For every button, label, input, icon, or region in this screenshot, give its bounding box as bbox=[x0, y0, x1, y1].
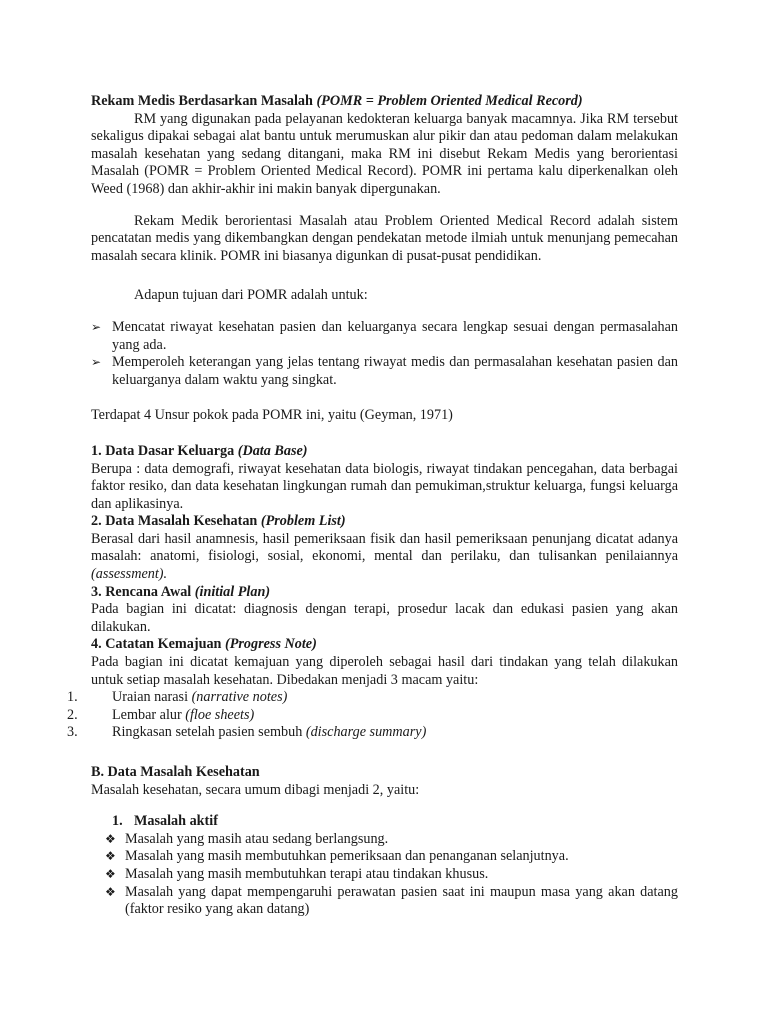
list-item: 1. Uraian narasi (narrative notes) bbox=[67, 689, 288, 706]
element-heading-initial-plan: 3. Rencana Awal (initial Plan) bbox=[91, 583, 271, 600]
document-title: Rekam Medis Berdasarkan Masalah (POMR = Problem Oriented Medical Record) bbox=[91, 93, 583, 109]
section-b bbox=[91, 764, 678, 919]
list-item: ❖ Masalah yang masih membutuhkan terapi atau tindakan khusus. bbox=[105, 865, 489, 882]
paragraph-goals-intro: Adapun tujuan dari POMR adalah untuk: bbox=[134, 287, 368, 304]
list-item: ❖ Masalah yang masih membutuhkan pemeriksaan dan penanganan selanjutnya. bbox=[105, 848, 569, 865]
element-heading-data-base: 1. Data Dasar Keluarga (Data Base) bbox=[91, 442, 308, 459]
list-item: ❖ Masalah yang dapat mempengaruhi perawatan pasien saat ini maupun masa yang akan datang (faktor resiko yang akan datang) bbox=[105, 883, 678, 918]
section-b-heading: B. Data Masalah Kesehatan bbox=[91, 764, 260, 780]
list-item: 2. Lembar alur (floe sheets) bbox=[67, 706, 255, 723]
diamond-bullet-icon: ❖ bbox=[105, 866, 116, 881]
element-text-problem-list: Berasal dari hasil anamnesis, hasil pemeriksaan fisik dan hasil pemeriksaan penunjang dicatat adanya masalah: anatomi, fisiologi, sosial, ekonomi, mental dan perilaku, dan tulisankan penilaiannya (assessment). bbox=[91, 530, 678, 583]
diamond-bullet-icon: ❖ bbox=[105, 831, 116, 846]
elements-intro: Terdapat 4 Unsur pokok pada POMR ini, yaitu (Geyman, 1971) bbox=[91, 407, 453, 424]
active-problems-list bbox=[91, 831, 678, 919]
section-b-intro: Masalah kesehatan, secara umum dibagi menjadi 2, yaitu: bbox=[91, 781, 420, 798]
element-text-initial-plan: Pada bagian ini dicatat: diagnosis dengan terapi, prosedur lacak dan edukasi pasien yang akan dilakukan. bbox=[91, 601, 678, 635]
list-item: ➢ Memperoleh keterangan yang jelas tentang riwayat medis dan permasalahan kesehatan pasien dan keluarganya dalam waktu yang singkat. bbox=[91, 354, 678, 388]
diamond-bullet-icon: ❖ bbox=[105, 884, 116, 899]
elements-section bbox=[67, 442, 678, 742]
diamond-bullet-icon: ❖ bbox=[105, 849, 116, 864]
element-heading-progress-note: 4. Catatan Kemajuan (Progress Note) bbox=[91, 636, 317, 653]
document-body bbox=[67, 93, 678, 919]
progress-types-list bbox=[67, 689, 678, 742]
list-item: ➢ Mencatat riwayat kesehatan pasien dan keluarganya secara lengkap sesuai dengan permasalahan yang ada. bbox=[91, 318, 678, 353]
paragraph-intro: RM yang digunakan pada pelayanan kedokteran keluarga banyak macamnya. Jika RM tersebut sekaligus dipakai sebagai alat bantu untuk merumuskan alur pikir dan atau pedoman dalam melakukan masalah kesehatan yang sedang ditangani, maka RM ini disebut Rekam Medis yang berorientasi Masalah (POMR = Problem Oriented Medical Record). POMR ini pertama kalu diperkenalkan oleh Weed (1968) dan akhir-akhir ini makin banyak dipergunakan. bbox=[91, 110, 678, 197]
list-item: 3. Ringkasan setelah pasien sembuh (discharge summary) bbox=[67, 724, 427, 741]
paragraph-definition: Rekam Medik berorientasi Masalah atau Problem Oriented Medical Record adalah sistem pencatatan medis yang dikembangkan dengan pendekatan metode ilmiah untuk menunjang pemecahan masalah secara klinik. POMR ini biasanya digunkan di pusat-pusat pendidikan. bbox=[91, 212, 678, 264]
element-text-progress-note: Pada bagian ini dicatat kemajuan yang diperoleh sebagai hasil dari tindakan yang telah dilakukan untuk setiap masalah kesehatan. Dibedakan menjadi 3 macam yaitu: bbox=[91, 654, 678, 688]
element-text-data-base: Berupa : data demografi, riwayat kesehatan data biologis, riwayat tindakan pencegahan, data berbagai faktor resiko, dan data kesehatan lingkungan rumah dan pemukiman,struktur keluarga, fungsi keluarga dan aplikasinya. bbox=[91, 460, 678, 512]
title-italic: (POMR = Problem Oriented Medical Record) bbox=[316, 93, 583, 109]
goals-list bbox=[91, 319, 678, 389]
arrow-bullet-icon: ➢ bbox=[91, 355, 102, 370]
sub-heading-active-problems: 1. Masalah aktif bbox=[112, 813, 218, 830]
arrow-bullet-icon: ➢ bbox=[91, 319, 102, 334]
element-heading-problem-list: 2. Data Masalah Kesehatan (Problem List) bbox=[91, 513, 346, 530]
list-item: ❖ Masalah yang masih atau sedang berlangsung. bbox=[105, 830, 389, 847]
